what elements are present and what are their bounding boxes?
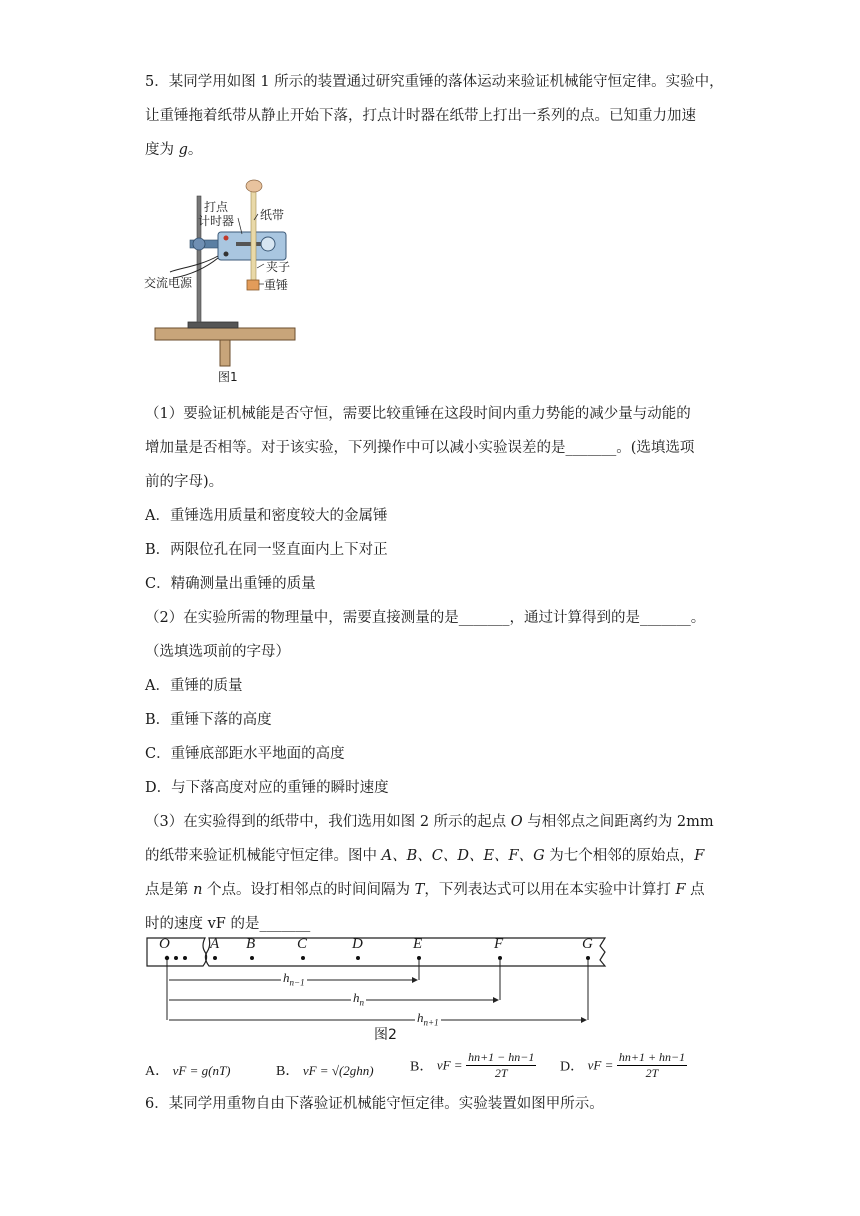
tape-label-b: B <box>246 936 256 952</box>
answer-d: D． vF = $\frac{hn+1 + hn-1}{2T}$ <box>560 1050 686 1080</box>
tape-label-a: A <box>210 936 220 952</box>
p2-line2: （选填选项前的字母） <box>145 644 290 660</box>
tape-label-f: F <box>494 936 504 952</box>
h-label-n-minus-1: $h_{n-1}$ <box>283 970 305 988</box>
tape-label-g: G <box>582 936 593 952</box>
p2-option-a: A．重锤的质量 <box>145 678 243 694</box>
p3-line1: （3）在实验得到的纸带中，我们选用如图 2 所示的起点 O 与相邻点之间距离约为 2mm <box>145 814 714 830</box>
dot-b <box>250 956 254 960</box>
q5-intro-line2: 让重锤拖着纸带从静止开始下落，打点计时器在纸带上打出一系列的点。已知重力加速 <box>145 108 696 124</box>
tape-label-d: D <box>352 936 363 952</box>
p1-line2: 增加量是否相等。对于该实验，下列操作中可以减小实验误差的是_______。(选填选项 <box>145 440 695 456</box>
q5-intro-line3: 度为 g。 <box>145 142 203 158</box>
label-power: 交流电源 <box>144 276 193 290</box>
p1-option-c: C．精确测量出重锤的质量 <box>145 576 316 592</box>
figure-1-caption: 图1 <box>218 370 238 384</box>
p1-line1: （1）要验证机械能是否守恒，需要比较重锤在这段时间内重力势能的减少量与动能的 <box>145 406 691 422</box>
answer-a: A． vF = g(nT) <box>145 1063 231 1079</box>
figure-1 <box>144 176 300 386</box>
label-tape: 纸带 <box>260 208 285 222</box>
dot-c <box>301 956 305 960</box>
p3-line3: 点是第 n 个点。设打相邻点的时间间隔为 T，下列表达式可以用在本实验中计算打 F 点 <box>145 882 705 898</box>
h-label-n: $h_n$ <box>353 990 364 1008</box>
dot-g <box>586 956 590 960</box>
p2-option-b: B．重锤下落的高度 <box>145 712 272 728</box>
dot-a <box>213 956 217 960</box>
figure-2-caption: 图2 <box>374 1027 397 1043</box>
answer-b: B． vF = √(2ghn) <box>276 1063 374 1079</box>
p2-option-d: D．与下落高度对应的重锤的瞬时速度 <box>145 780 389 796</box>
tape-label-e: E <box>413 936 423 952</box>
label-clip: 夹子 <box>266 260 291 274</box>
tape-label-c: C <box>297 936 308 952</box>
dot-f <box>498 956 502 960</box>
q5-intro-line1: 5．某同学用如图 1 所示的装置通过研究重锤的落体运动来验证机械能守恒定律。实验中， <box>145 74 724 90</box>
dot-d <box>356 956 360 960</box>
h-label-n-plus-1: $h_{n+1}$ <box>417 1010 439 1028</box>
answer-c: B． vF = $\frac{hn+1 - hn-1}{2T}$ <box>410 1050 535 1080</box>
p2-line1: （2）在实验所需的物理量中，需要直接测量的是_______，通过计算得到的是_______。 <box>145 610 706 626</box>
p1-line3: 前的字母)。 <box>145 474 224 490</box>
tape-label-o: O <box>159 936 170 952</box>
label-weight: 重锤 <box>264 278 289 292</box>
p1-option-a: A．重锤选用质量和密度较大的金属锤 <box>145 508 388 524</box>
p3-line2: 的纸带来验证机械能守恒定律。图中 A、B、C、D、E、F、G 为七个相邻的原始点，F <box>145 848 705 864</box>
p2-option-c: C．重锤底部距水平地面的高度 <box>145 746 345 762</box>
p3-line4: 时的速度 vF 的是_______ <box>145 916 311 932</box>
p1-option-b: B．两限位孔在同一竖直面内上下对正 <box>145 542 388 558</box>
q6-line1: 6．某同学用重物自由下落验证机械能守恒定律。实验装置如图甲所示。 <box>145 1096 604 1112</box>
label-timer-1: 打点 <box>204 200 229 214</box>
dot-o <box>165 956 169 960</box>
label-timer-2: 计时器 <box>198 214 235 228</box>
dot-e <box>417 956 421 960</box>
